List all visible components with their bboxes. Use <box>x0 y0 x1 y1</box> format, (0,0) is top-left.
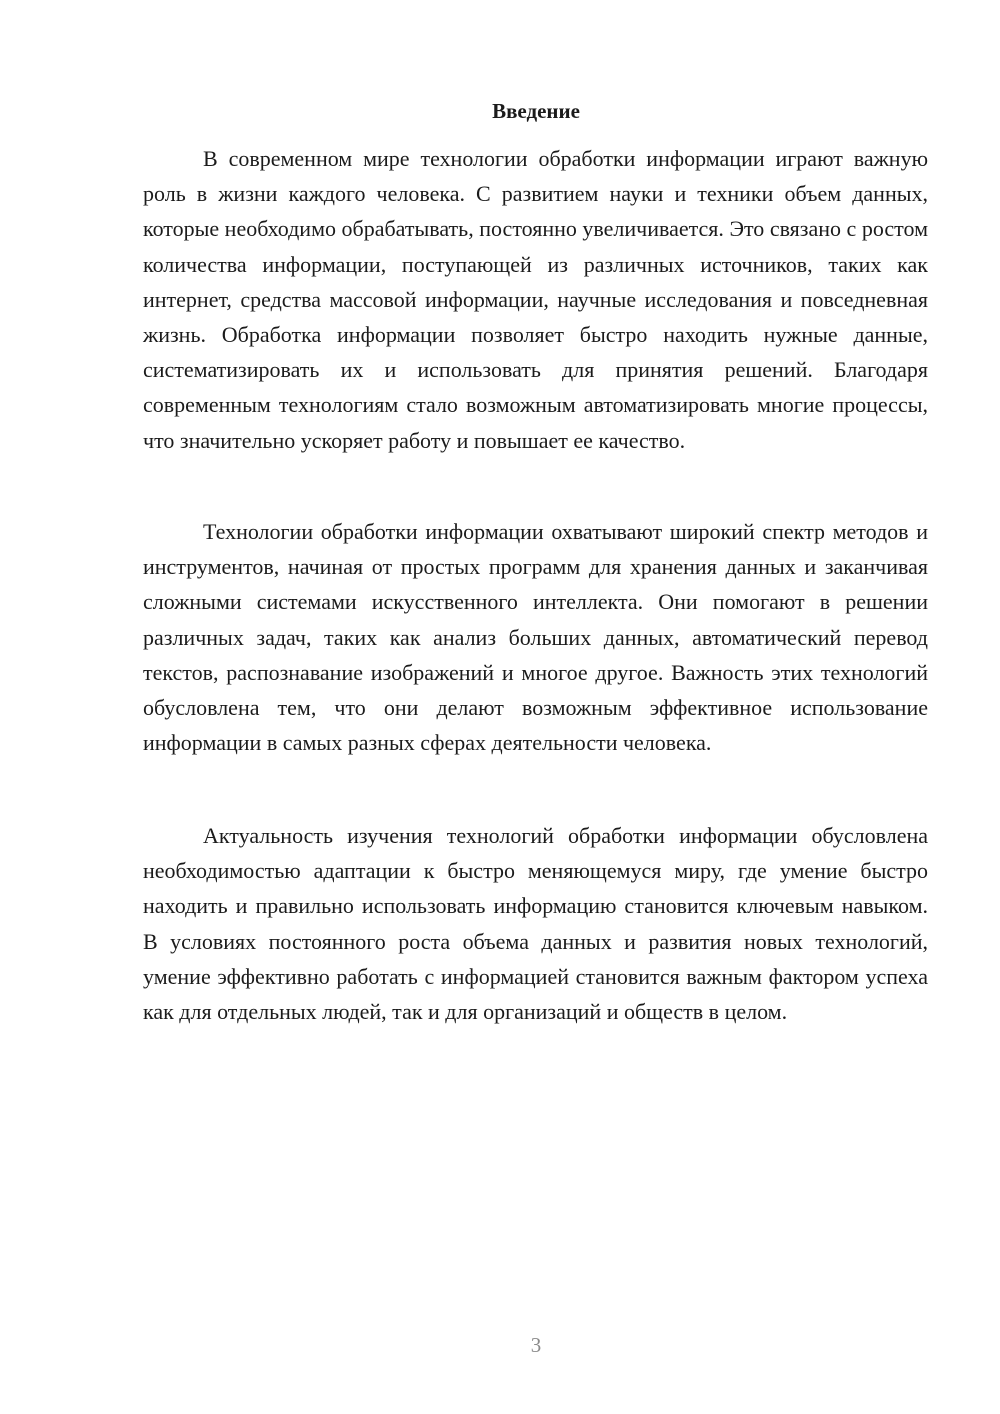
page-number: 3 <box>530 1333 542 1357</box>
paragraph-relevance: Актуальность изучения технологий обработки информации обусловлена необходимостью адаптации к быстро меняющемуся миру, где умение быстро находить и правильно использовать информацию становится ключевым навыком. В условиях постоянного роста объема данных и развития новых технологий, умение эффективно работать с информацией становится важным фактором успеха как для отдельных людей, так и для организаций и обществ в целом. <box>143 823 928 1025</box>
section-title: Введение <box>492 99 580 123</box>
paragraph-technologies: Технологии обработки информации охватывают широкий спектр методов и инструментов, начиная от простых программ для хранения данных и заканчивая сложными системами искусственного интеллекта. Они помогают в решении различных задач, таких как анализ больших данных, автоматический перевод текстов, распознавание изображений и многое другое. Важность этих технологий обусловлена тем, что они делают возможным эффективное использование информации в самых разных сферах деятельности человека. <box>143 519 928 756</box>
paragraph-intro: В современном мире технологии обработки информации играют важную роль в жизни каждого человека. С развитием науки и техники объем данных, которые необходимо обрабатывать, постоянно увеличивается. Это связано с ростом количества информации, поступающей из различных источников, таких как интернет, средства массовой информации, научные исследования и повседневная жизнь. Обработка информации позволяет быстро находить нужные данные, систематизировать их и использовать для принятия решений. Благодаря современным технологиям стало возможным автоматизировать многие процессы, что значительно ускоряет работу и повышает ее качество. <box>143 146 928 453</box>
